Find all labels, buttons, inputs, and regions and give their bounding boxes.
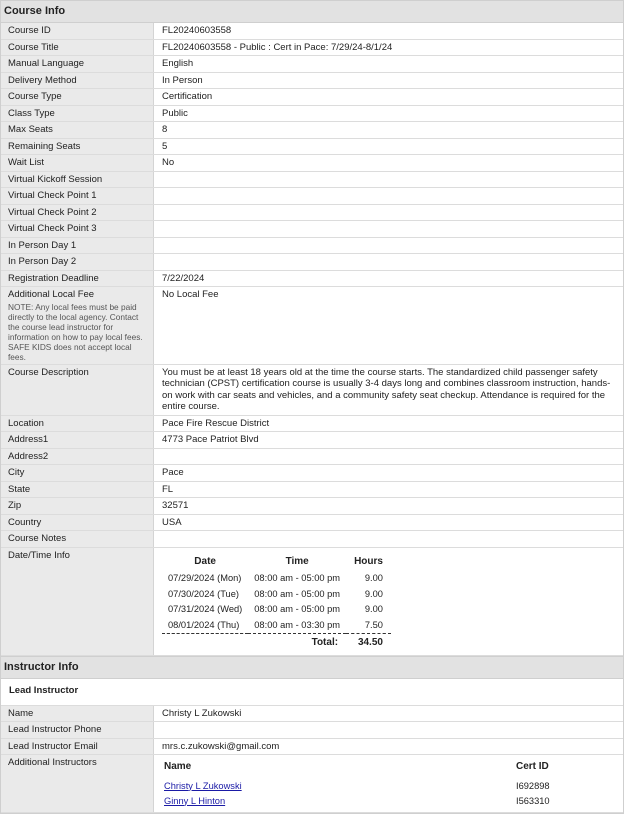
row-value: [154, 171, 624, 188]
date-cell: 08/01/2024 (Thu): [162, 618, 248, 634]
local-fee-note: NOTE: Any local fees must be paid directly to the local agency. Contact the course lead instructor for information on how to pay local fees. SAFE KIDS does not accept local fees.: [8, 301, 143, 362]
datetime-table: [162, 553, 391, 651]
row-label: Country: [1, 514, 154, 531]
row-label: Name: [1, 706, 154, 722]
table-row: [1, 204, 623, 221]
row-value: mrs.c.zukowski@gmail.com: [154, 738, 624, 755]
row-label: [1, 287, 154, 365]
table-row: [1, 221, 623, 238]
row-label: Course Notes: [1, 531, 154, 548]
col-header-date: Date: [194, 555, 216, 567]
row-label: Address1: [1, 432, 154, 449]
total-label: Total:: [311, 637, 339, 648]
row-value: 4773 Pace Patriot Blvd: [154, 432, 624, 449]
row-label: Manual Language: [1, 56, 154, 73]
datetime-label: Date/Time Info: [1, 547, 154, 655]
table-row: [1, 122, 623, 139]
description-label: Course Description: [1, 364, 154, 415]
instructor-name-cell: [160, 779, 512, 794]
table-row: [1, 465, 623, 482]
table-row: [1, 547, 623, 655]
lead-instructor-header: Lead Instructor: [1, 679, 623, 706]
table-row: [1, 531, 623, 548]
col-header-time: Time: [285, 555, 309, 567]
time-cell: 08:00 am - 05:00 pm: [254, 573, 341, 583]
row-value: [154, 531, 624, 548]
row-label: Virtual Check Point 1: [1, 188, 154, 205]
hours-cell: 9.00: [364, 573, 383, 583]
row-label: Course Title: [1, 39, 154, 56]
table-row: [1, 481, 623, 498]
datetime-row: [162, 571, 391, 587]
col-header-cert: Cert ID: [516, 761, 549, 772]
hours-cell: 9.00: [364, 604, 383, 614]
date-cell: 07/30/2024 (Tue): [168, 588, 239, 599]
row-value: 32571: [154, 498, 624, 515]
row-value: FL: [154, 481, 624, 498]
row-label: Address2: [1, 448, 154, 465]
table-row: [1, 254, 623, 271]
table-row: [1, 89, 623, 106]
row-value: 5: [154, 138, 624, 155]
row-value: Christy L Zukowski: [154, 706, 624, 722]
row-label: Lead Instructor Phone: [1, 722, 154, 739]
table-row: [1, 188, 623, 205]
row-value: Pace Fire Rescue District: [154, 415, 624, 432]
cert-id-cell: I563310: [516, 795, 550, 806]
row-label: Location: [1, 415, 154, 432]
row-label: Course Type: [1, 89, 154, 106]
row-value: 8: [154, 122, 624, 139]
datetime-row: [162, 602, 391, 618]
table-row: [1, 56, 623, 73]
row-value: [154, 237, 624, 254]
instructor-info-header: Instructor Info: [1, 656, 623, 679]
date-cell: 07/31/2024 (Wed): [168, 604, 243, 614]
row-label: Virtual Check Point 2: [1, 204, 154, 221]
row-label: In Person Day 2: [1, 254, 154, 271]
table-row: [1, 105, 623, 122]
instructor-name-cell: [160, 794, 512, 809]
row-value: [154, 204, 624, 221]
date-cell: 07/29/2024 (Mon): [168, 573, 242, 583]
datetime-row: [162, 618, 391, 634]
table-row: [1, 738, 623, 755]
local-fee-label: Additional Local Fee: [8, 289, 95, 300]
time-cell: 08:00 am - 05:00 pm: [254, 604, 341, 614]
row-value: Pace: [154, 465, 624, 482]
table-row: [1, 432, 623, 449]
datetime-row: [162, 587, 391, 603]
row-label: In Person Day 1: [1, 237, 154, 254]
table-row: [1, 706, 623, 722]
row-label: Lead Instructor Email: [1, 738, 154, 755]
table-row: [1, 171, 623, 188]
row-label: Zip: [1, 498, 154, 515]
table-row: [1, 448, 623, 465]
row-value: [154, 722, 624, 739]
table-row: [1, 722, 623, 739]
row-value: [154, 254, 624, 271]
hours-cell: 7.50: [346, 618, 391, 634]
datetime-cell: [154, 547, 624, 655]
table-row: [1, 287, 623, 365]
cert-id-cell: I692898: [516, 780, 550, 791]
time-cell: 08:00 am - 05:00 pm: [254, 588, 341, 599]
instructor-name-link[interactable]: Christy L Zukowski: [164, 780, 242, 791]
table-row: [1, 138, 623, 155]
table-row: [1, 415, 623, 432]
row-value: Certification: [154, 89, 624, 106]
table-row: [1, 39, 623, 56]
hours-cell: 9.00: [364, 588, 383, 599]
course-info-header: Course Info: [1, 1, 623, 23]
row-label: Max Seats: [1, 122, 154, 139]
instructor-row: [160, 794, 600, 809]
table-row: [1, 755, 623, 813]
table-row: [1, 498, 623, 515]
table-row: [1, 270, 623, 287]
table-row: [1, 514, 623, 531]
table-row: [1, 237, 623, 254]
row-value: In Person: [154, 72, 624, 89]
additional-instructors-label: Additional Instructors: [1, 755, 154, 813]
row-value: English: [154, 56, 624, 73]
row-label: Remaining Seats: [1, 138, 154, 155]
additional-instructors-table: [160, 758, 600, 809]
row-value: FL20240603558 - Public : Cert in Pace: 7/29/24-8/1/24: [154, 39, 624, 56]
total-value: 34.50: [357, 637, 383, 648]
col-header-name: Name: [164, 761, 192, 772]
local-fee-value: No Local Fee: [154, 287, 624, 365]
table-row: [1, 72, 623, 89]
row-label: Course ID: [1, 23, 154, 39]
col-header-hours: Hours: [354, 555, 383, 567]
row-value: Public: [154, 105, 624, 122]
time-cell: 08:00 am - 03:30 pm: [248, 618, 346, 634]
row-label: City: [1, 465, 154, 482]
row-label: Wait List: [1, 155, 154, 172]
row-value: FL20240603558: [154, 23, 624, 39]
row-value: [154, 188, 624, 205]
total-row: [162, 634, 391, 651]
description-value: You must be at least 18 years old at the time the course starts. The standardized child passenger safety technician (CPST) certification course is usually 3-4 days long and combines classroom instruction, hands-on work with car seats and vehicles, and a community safety seat checkup. Attendance is required for the entire course.: [154, 364, 624, 415]
row-value: [154, 448, 624, 465]
instructor-name-link[interactable]: Ginny L Hinton: [164, 795, 226, 806]
table-row: [1, 364, 623, 415]
table-row: [1, 155, 623, 172]
row-label: Virtual Kickoff Session: [1, 171, 154, 188]
instructor-row: [160, 779, 600, 794]
row-label: Virtual Check Point 3: [1, 221, 154, 238]
row-value: No: [154, 155, 624, 172]
course-info-table: [1, 23, 623, 656]
row-label: State: [1, 481, 154, 498]
instructor-table: [1, 706, 623, 813]
row-value: USA: [154, 514, 624, 531]
row-label: Registration Deadline: [1, 270, 154, 287]
row-value: [154, 221, 624, 238]
row-label: Class Type: [1, 105, 154, 122]
row-value: 7/22/2024: [154, 270, 624, 287]
table-row: [1, 23, 623, 39]
row-label: Delivery Method: [1, 72, 154, 89]
additional-instructors-cell: [154, 755, 624, 813]
